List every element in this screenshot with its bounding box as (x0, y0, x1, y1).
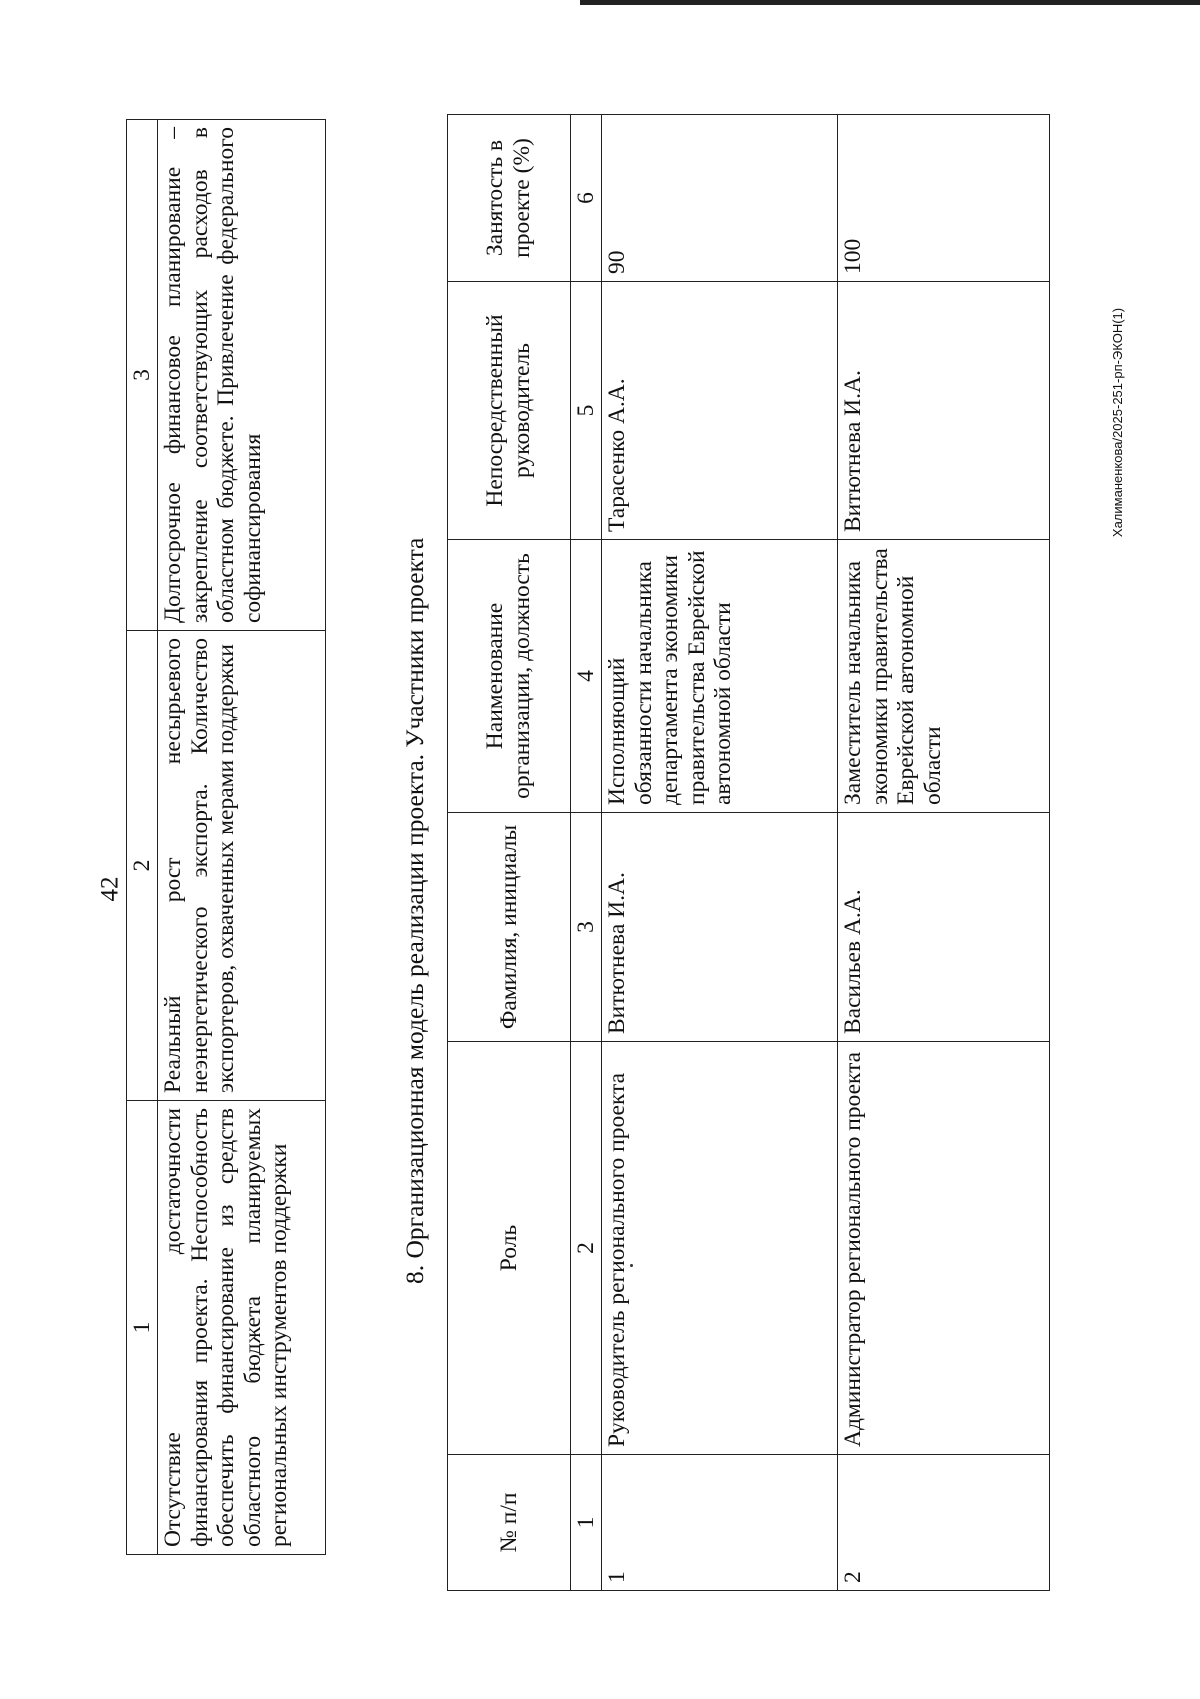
header-role: Роль (448, 1042, 571, 1455)
participant-employment: 100 (838, 115, 1050, 282)
document-footer-code: Халиманенкова/2025-251-рп-ЭКОН(1) (1110, 307, 1126, 537)
participant-supervisor: Витютнева И.А. (838, 282, 1050, 540)
participant-num: 2 (838, 1455, 1050, 1591)
participant-role: Руководитель регионального проекта (602, 1042, 838, 1455)
header-supervisor: Непосредственный руководитель (448, 282, 571, 540)
section-title: 8. Организационная модель реализации проекта. Участники проекта (400, 537, 429, 1284)
participant-name: Витютнева И.А. (602, 813, 838, 1042)
page-number: 42 (96, 876, 123, 902)
column-number: 1 (571, 1455, 602, 1591)
risk-table-wrapper (126, 119, 326, 1555)
header-employment: Занятость в проекте (%) (448, 115, 571, 282)
risk-mitigation: Долгосрочное финансовое планирование – закрепление соответствующих расходов в областном бюджете. Привлечение федерального софинансирования (158, 120, 326, 631)
column-number: 5 (571, 282, 602, 540)
participant-supervisor: Тарасенко А.А. (602, 282, 838, 540)
column-number: 1 (127, 1101, 158, 1555)
participant-row (838, 115, 1050, 1591)
participants-table-header (448, 115, 571, 1591)
participant-position: Заместитель начальника экономики правительства Еврейской автономной области (838, 540, 1050, 813)
participant-role: Администратор регионального проекта (838, 1042, 1050, 1455)
column-number: 3 (127, 120, 158, 631)
risk-table (126, 119, 326, 1555)
risk-table-row (158, 120, 326, 1555)
participant-name: Васильев А.А. (838, 813, 1050, 1042)
participants-table-wrapper (447, 114, 1050, 1591)
header-num: № п/п (448, 1455, 571, 1591)
header-name: Фамилия, инициалы (448, 813, 571, 1042)
column-number: 4 (571, 540, 602, 813)
column-number: 6 (571, 115, 602, 282)
participant-employment: 90 (602, 115, 838, 282)
risk-table-column-numbers (127, 120, 158, 1555)
column-number: 2 (571, 1042, 602, 1455)
participant-row (602, 115, 838, 1591)
participants-table-column-numbers (571, 115, 602, 1591)
column-number: 3 (571, 813, 602, 1042)
risk-description: Отсутствие достаточности финансирования проекта. Неспособность обеспечить финансирование из средств областного бюджета планируемых региональных инструментов поддержки (158, 1101, 326, 1555)
participant-num: 1 (602, 1455, 838, 1591)
top-border-line (580, 0, 1200, 5)
header-position: Наименование организации, должность (448, 540, 571, 813)
participants-table (447, 114, 1050, 1591)
participant-position: Исполняющий обязанности начальника департамента экономики правительства Еврейской автономной области (602, 540, 838, 813)
risk-indicators: Реальный рост несырьевого неэнергетического экспорта. Количество экспортеров, охваченных мерами поддержки (158, 631, 326, 1101)
column-number: 2 (127, 631, 158, 1101)
